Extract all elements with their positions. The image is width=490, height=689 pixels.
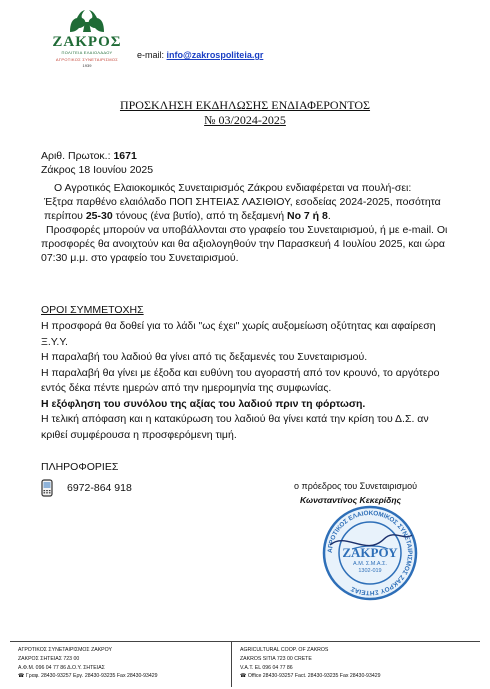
protocol-label: Αριθ. Πρωτοκ.:	[41, 150, 111, 162]
logo-subtitle-2: ΑΓΡΟΤΙΚΟΣ ΣΥΝΕΤΑΙΡΙΣΜΟΣ	[55, 57, 119, 62]
footer-right-line-4: Office 28430-93257 Fact. 28430-93235 Fax 28430-93429	[247, 673, 381, 680]
phone-number: 6972-864 918	[67, 482, 132, 494]
stamp-line-2: Α.Μ. Σ.Μ.Α.Σ.	[353, 561, 387, 567]
p2-quantity: 25-30	[85, 210, 113, 222]
title-line-1: ΠΡΟΣΚΛΗΣΗ ΕΚΔΗΛΩΣΗΣ ΕΝΔΙΑΦΕΡΟΝΤΟΣ	[119, 98, 371, 112]
protocol-line	[41, 149, 153, 163]
footer-left-phone-row	[18, 672, 158, 681]
email-link[interactable]: info@zakrospoliteia.gr	[166, 50, 264, 60]
info-heading: ΠΛΗΡΟΦΟΡΙΕΣ	[41, 461, 119, 473]
term-3: Η παραλαβή θα γίνει με έξοδα και ευθύνη του αγοραστή από τον κρουνό, το αργότερο εντός δέκα πέντε ημερών από την ημερομηνία της συμφωνίας.	[41, 366, 440, 394]
stamp-center-text: ΖΑΚΡΟΥ	[342, 545, 398, 560]
footer-right-line-2: ZAKROS SITIA 723 00 CRETE	[240, 655, 312, 662]
terms-list	[41, 319, 456, 443]
protocol-number: 1671	[113, 150, 137, 162]
document-meta	[41, 149, 153, 177]
footer-right-line-3: V.A.T. EL 096 04 77 86	[240, 664, 293, 671]
footer-left-line-4: Γραφ. 28430-93257 Εργ. 28430-93235 Fax 28430-93429	[25, 673, 158, 680]
term-4: Η εξόφληση του συνόλου της αξίας του λαδιού πριν τη φόρτωση.	[41, 397, 366, 410]
term-5: Η τελική απόφαση και η κατακύρωση του λαδιού θα γίνει κατά την κρίση του Δ.Σ. αν κριθεί συμφέρουσα η προσφερόμενη τιμή.	[41, 413, 429, 441]
logo	[48, 8, 126, 68]
paragraph-2	[41, 195, 451, 223]
email-line	[137, 50, 263, 60]
stamp-ring-text: ΑΓΡΟΤΙΚΟΣ ΕΛΑΙΟΚΟΜΙΚΟΣ ΣΥΝΕΤΑΙΡΙΣΜΟΣ ΖΑΚΡΟΥ ΣΗΤΕΙΑΣ	[326, 509, 414, 597]
signature-role: ο πρόεδρος του Συνεταιρισμού	[294, 481, 418, 491]
title-line-2: № 03/2024-2025	[204, 113, 286, 127]
p2-tank: Νο 7 ή 8	[286, 210, 328, 222]
phone-small-icon: ☎	[240, 673, 248, 680]
mobile-phone-icon	[41, 479, 53, 497]
official-stamp	[322, 505, 418, 601]
footer-left-line-2: ΖΑΚΡΟΣ ΣΗΤΕΙΑΣ 723 00	[18, 655, 80, 662]
logo-subtitle: ΠΟΛΙΤΕΙΑ ΕΛΑΙΟΛΑΔΟΥ	[61, 50, 113, 55]
terms-heading: ΟΡΟΙ ΣΥΜΜΕΤΟΧΗΣ	[41, 304, 144, 316]
paragraph-1: Ο Αγροτικός Ελαιοκομικός Συνεταιρισμός Ζάκρου ενδιαφέρεται να πουλή-σει:	[54, 182, 412, 194]
footer-right-phone-row	[240, 672, 380, 681]
stamp-line-3: 1302-019	[358, 568, 382, 574]
document-date: Ζάκρος 18 Ιουνίου 2025	[41, 164, 154, 176]
logo-year: 1939	[82, 63, 92, 68]
document-title	[0, 98, 490, 128]
signature-name: Κωνσταντίνος Κεκερίδης	[300, 495, 402, 505]
p2-start: Έξτρα παρθένο ελαιόλαδο ΠΟΠ ΣΗΤΕΙΑΣ ΛΑΣΙΘΙΟΥ, εσοδείας 2024-2025, ποσότητα περίπου	[44, 196, 441, 222]
paragraph-3: Προσφορές μπορούν να υποβάλλονται στο γραφείο του Συνεταιρισμού, ή με e-mail. Οι προσφορές θα ανοιχτούν και θα αξιολογηθούν την Παρασκευή 4 Ιουλίου 2025, και ώρα 07:30 μ.μ. στο γραφείο του Συνεταιρισμού.	[41, 224, 448, 264]
p2-mid: τόνους (ένα βυτίο), από τη δεξαμενή	[112, 210, 287, 222]
footer-column-divider	[231, 641, 232, 687]
term-1: Η προσφορά θα δοθεί για το λάδι "ως έχει" χωρίς αυξομείωση οξύτητας και αφαίρεση Ξ.Υ.Υ.	[41, 320, 436, 348]
goats-logo-icon	[64, 8, 110, 34]
body-text	[41, 181, 451, 265]
phone-line	[41, 479, 132, 497]
footer-right-line-1: AGRICULTURAL COOP. OF ZAKROS	[240, 647, 329, 653]
footer-left-line-1: ΑΓΡΟΤΙΚΟΣ ΣΥΝΕΤΑΙΡΙΣΜΟΣ ΖΑΚΡΟΥ	[18, 647, 112, 653]
footer-divider-line	[10, 641, 480, 642]
phone-small-icon: ☎	[18, 673, 26, 680]
footer-left-line-3: Α.Φ.Μ. 096 04 77 86 Δ.Ο.Υ. ΣΗΤΕΙΑΣ	[18, 664, 105, 671]
term-2: Η παραλαβή του λαδιού θα γίνει από τις δεξαμενές του Συνεταιρισμού.	[41, 351, 368, 363]
footer-right	[240, 646, 380, 681]
email-label: e-mail:	[137, 50, 165, 60]
p2-end: .	[327, 210, 331, 222]
logo-name: ΖΑΚΡΟΣ	[52, 34, 122, 50]
footer-left	[18, 646, 158, 681]
